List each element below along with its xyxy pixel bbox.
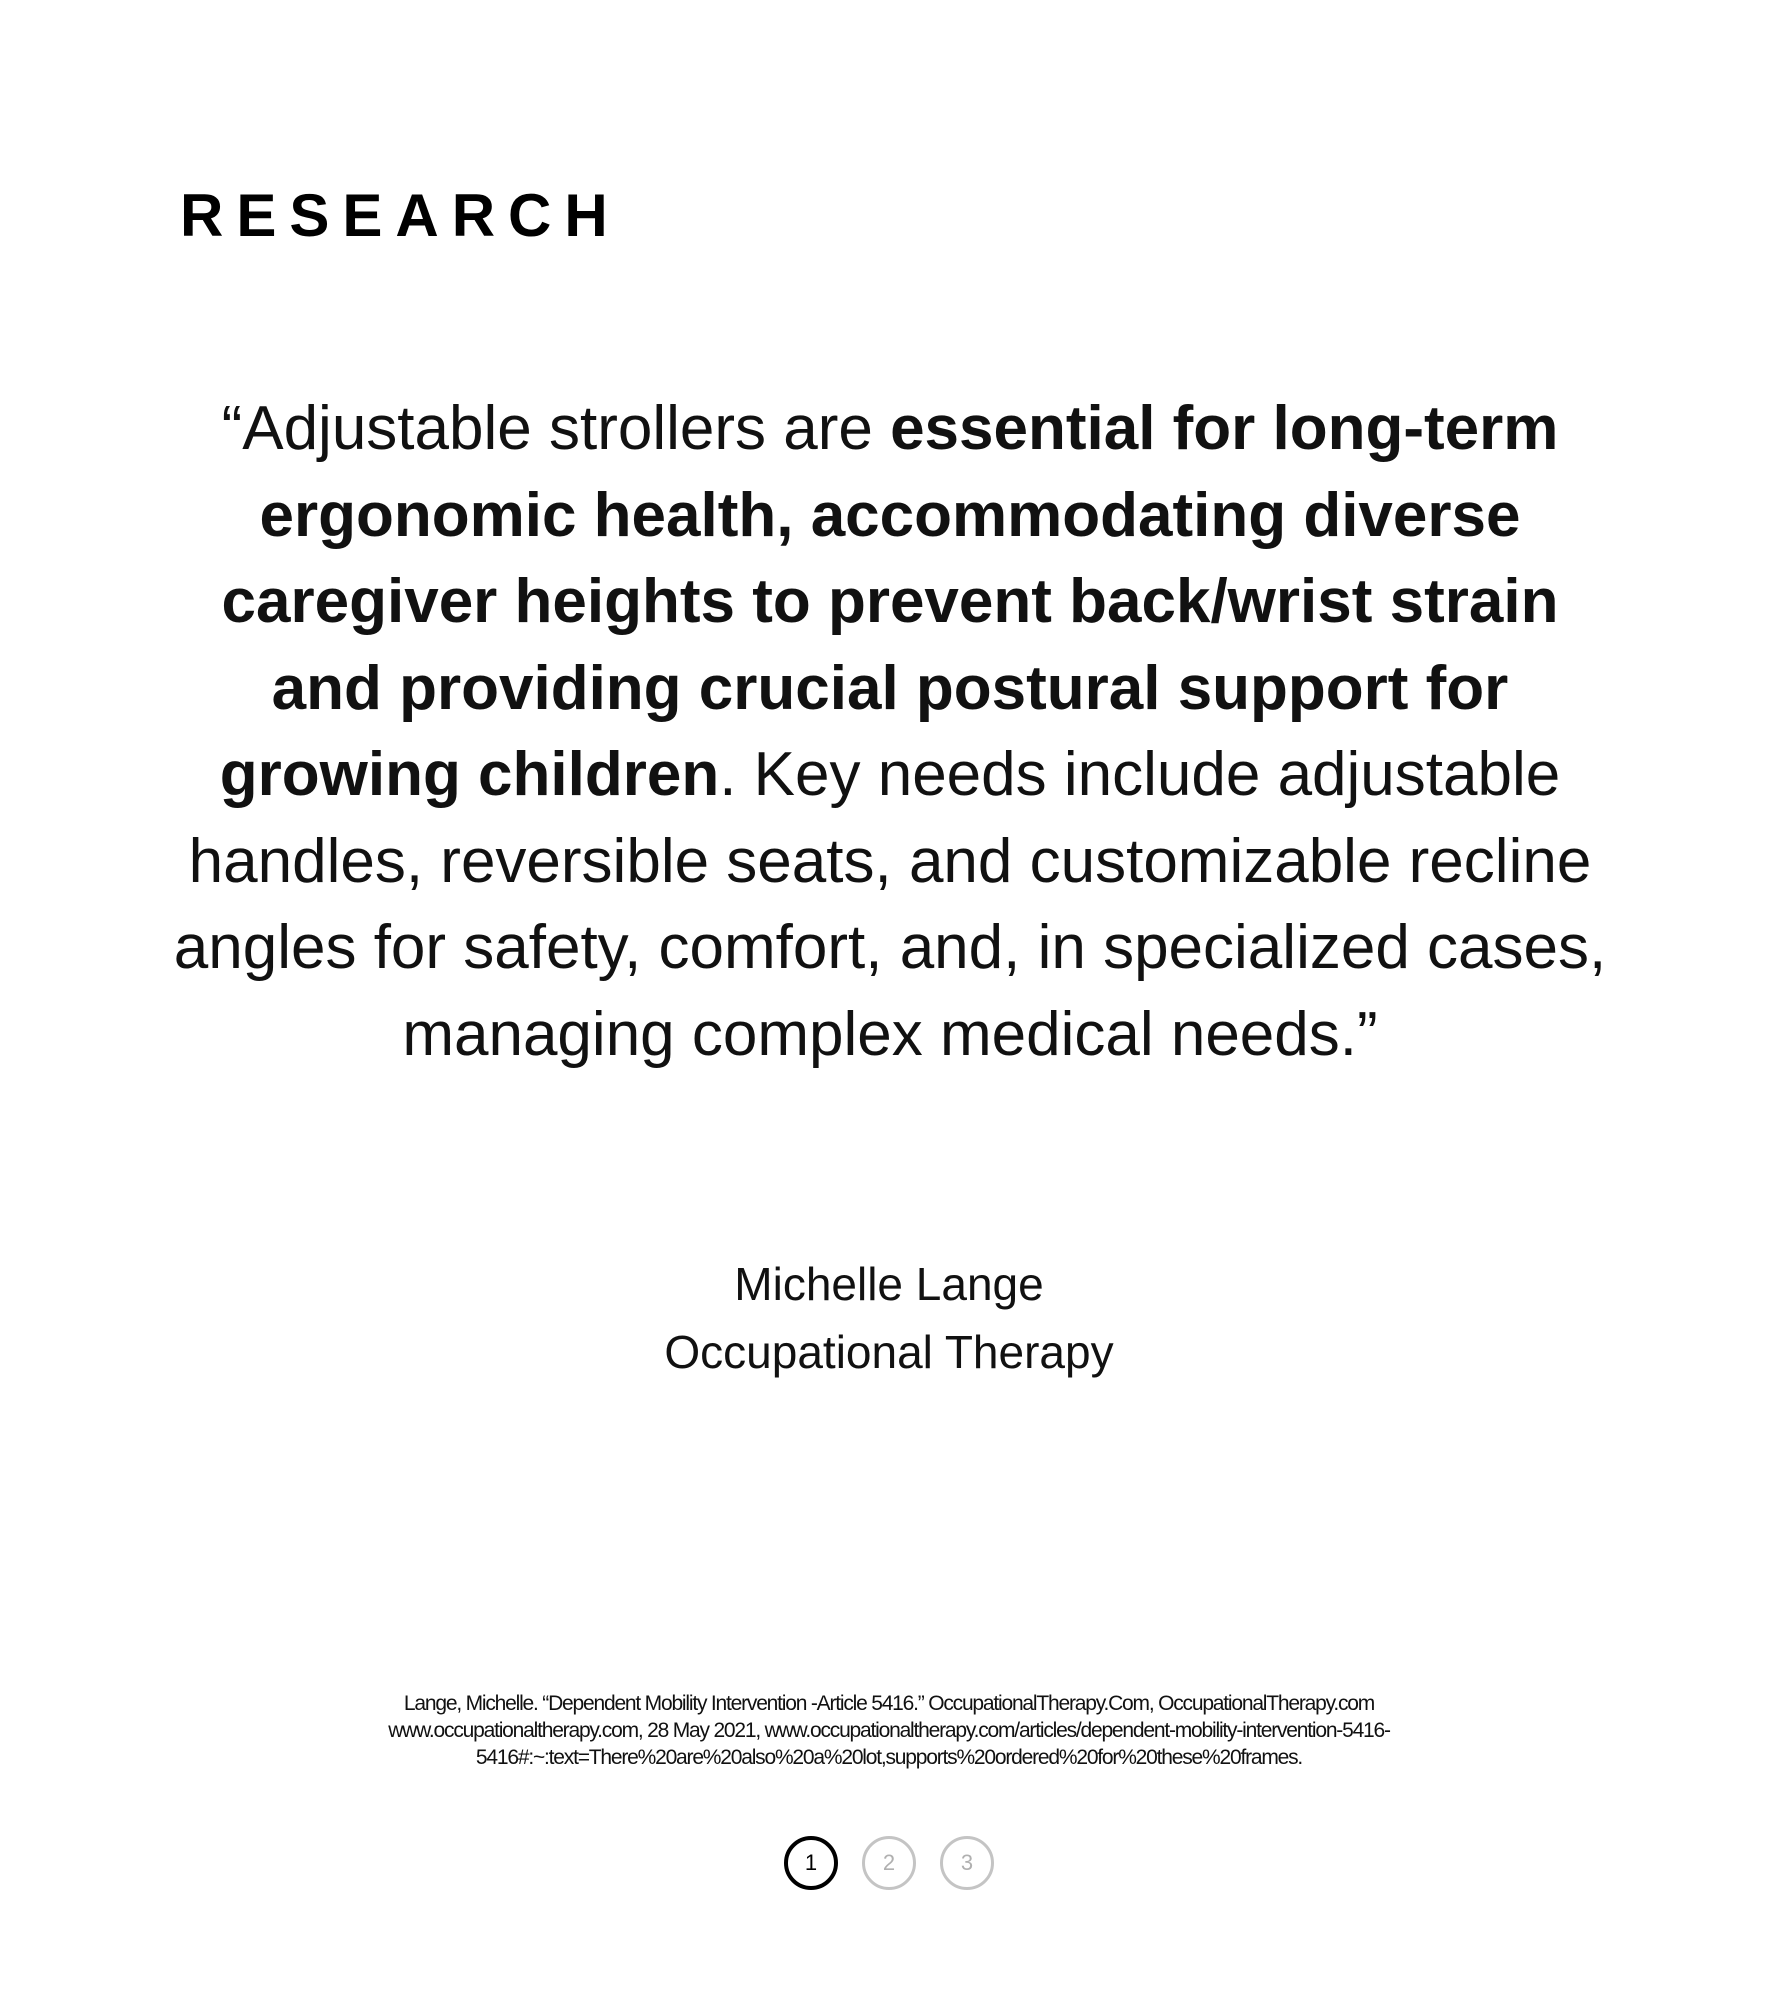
author-name: Michelle Lange xyxy=(734,1258,1044,1310)
citation-line: 5416#:~:text=There%20are%20also%20a%20lot,supports%20ordered%20for%20these%20frames. xyxy=(475,1746,1303,1769)
research-quote xyxy=(160,386,1620,1078)
citation xyxy=(240,1690,1538,1771)
quote-attribution xyxy=(0,1250,1778,1386)
quote-intro: “Adjustable strollers are xyxy=(221,394,891,463)
page-button-3[interactable]: 3 xyxy=(940,1836,994,1890)
page-title: RESEARCH xyxy=(180,182,621,249)
page-button-2[interactable]: 2 xyxy=(862,1836,916,1890)
quote-emphasis: essential for long-term ergonomic health, accommodating diverse caregiver heights to prevent back/wrist strain and providing crucial postural support for growing children xyxy=(219,394,1559,809)
pagination xyxy=(0,1836,1778,1890)
citation-line: Lange, Michelle. “Dependent Mobility Intervention -Article 5416.” OccupationalTherapy.Com, OccupationalTherapy.com xyxy=(403,1692,1375,1715)
page-button-1[interactable]: 1 xyxy=(784,1836,838,1890)
author-role: Occupational Therapy xyxy=(664,1326,1114,1378)
quote-rest: . Key needs include adjustable handles, reversible seats, and customizable recline angles for safety, comfort, and, in specialized cases, managing complex medical needs.” xyxy=(173,740,1607,1069)
citation-line: www.occupationaltherapy.com, 28 May 2021, www.occupationaltherapy.com/articles/dependent-mobility-intervention-5416- xyxy=(388,1719,1390,1742)
